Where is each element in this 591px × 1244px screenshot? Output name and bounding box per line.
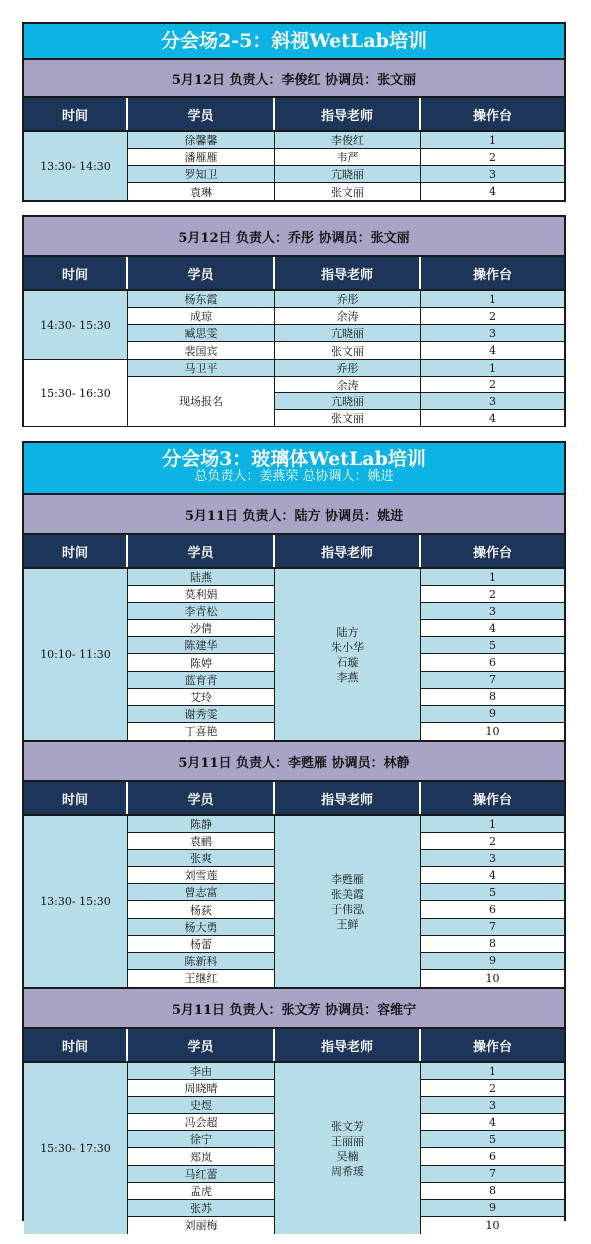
- station-cell: 8: [421, 936, 564, 953]
- table-header: [24, 782, 564, 816]
- station-cell: 4: [421, 620, 564, 637]
- table-body: [24, 569, 564, 742]
- student-cell: 丁喜艳: [128, 723, 274, 740]
- student-cell: 罗知卫: [128, 166, 274, 183]
- student-cell: 李由: [128, 1063, 274, 1080]
- station-cell: 4: [421, 342, 564, 359]
- student-cell: 郑岚: [128, 1148, 274, 1165]
- header-time: 时间: [24, 535, 128, 567]
- student-column: [128, 569, 275, 740]
- station-cell: 10: [421, 723, 564, 740]
- teacher-name: 吴楠: [336, 1149, 359, 1163]
- header-time: 时间: [24, 257, 128, 289]
- student-cell: 杨荻: [128, 901, 274, 918]
- teacher-cell-merged: [275, 816, 421, 987]
- walk-in-registration-cell: 现场报名: [128, 377, 274, 426]
- header-student: 学员: [128, 98, 275, 130]
- station-cell: 3: [421, 850, 564, 867]
- block-info: 5月11日 负责人：李甦雁 协调员：林静: [24, 742, 564, 782]
- teacher-name: 于伟泓: [331, 902, 364, 916]
- teacher-cell-merged: [275, 569, 421, 740]
- student-cell: 刘雪莲: [128, 867, 274, 884]
- station-cell: 10: [421, 970, 564, 987]
- station-cell: 8: [421, 1183, 564, 1200]
- station-cell: 4: [421, 410, 564, 426]
- station-cell: 7: [421, 919, 564, 936]
- table-header: [24, 535, 564, 569]
- section-title: [24, 24, 564, 60]
- station-cell: 6: [421, 1148, 564, 1165]
- header-teacher: 指导老师: [275, 98, 421, 130]
- time-cell: 13:30- 14:30: [24, 132, 128, 200]
- student-cell: 陈新科: [128, 953, 274, 970]
- student-cell: 孟虎: [128, 1183, 274, 1200]
- student-cell: 潘雁雁: [128, 149, 274, 166]
- teacher-cell: 张文丽: [275, 183, 420, 200]
- teacher-name: 李甦雁: [331, 872, 364, 886]
- section-title-text: 分会场3：玻璃体WetLab培训: [162, 448, 426, 470]
- station-column: [421, 569, 564, 740]
- header-student: 学员: [128, 782, 275, 814]
- station-cell: 1: [421, 1063, 564, 1080]
- student-cell: 陈静: [128, 816, 274, 833]
- header-student: 学员: [128, 535, 275, 567]
- block-info: 5月12日 负责人：李俊红 协调员：张文丽: [24, 60, 564, 98]
- teacher-cell: 李俊红: [275, 132, 420, 149]
- student-column: [128, 360, 275, 426]
- table-body: [24, 816, 564, 989]
- student-cell: 蓝育青: [128, 672, 274, 689]
- teacher-cell: 张文丽: [275, 342, 420, 359]
- station-cell: 1: [421, 132, 564, 149]
- table-body-group-1: [24, 291, 564, 360]
- student-cell: 臧思雯: [128, 325, 274, 342]
- student-cell: 陈婷: [128, 654, 274, 671]
- teacher-cell: 余涛: [275, 377, 420, 393]
- block-info: 5月12日 负责人：乔彤 协调员：张文丽: [24, 217, 564, 257]
- station-cell: 5: [421, 637, 564, 654]
- teacher-name: 王鲜: [336, 917, 359, 931]
- block-info: 5月11日 负责人：陆方 协调员：姚进: [24, 495, 564, 535]
- station-cell: 9: [421, 706, 564, 723]
- student-cell: 陈建华: [128, 637, 274, 654]
- station-cell: 2: [421, 1080, 564, 1097]
- student-cell: 裴国宾: [128, 342, 274, 359]
- time-cell: 15:30- 17:30: [24, 1063, 128, 1234]
- schedule-block: [24, 989, 564, 1234]
- session-2-5-table: [22, 22, 566, 202]
- table-header: [24, 257, 564, 291]
- student-cell: 袁琳: [128, 183, 274, 200]
- time-cell: 10:10- 11:30: [24, 569, 128, 740]
- station-cell: 10: [421, 1217, 564, 1234]
- student-column: [128, 816, 275, 987]
- station-cell: 6: [421, 901, 564, 918]
- header-student: 学员: [128, 1029, 275, 1061]
- section-title-text: 分会场2-5：斜视WetLab培训: [161, 30, 427, 52]
- table-body: [24, 1063, 564, 1234]
- student-cell: 史煜: [128, 1097, 274, 1114]
- student-cell: 沙倩: [128, 620, 274, 637]
- header-station: 操作台: [472, 108, 512, 124]
- student-cell: 王继红: [128, 970, 274, 987]
- session-3-table: [22, 441, 566, 1233]
- teacher-name: 王丽丽: [331, 1134, 364, 1148]
- station-cell: 5: [421, 884, 564, 901]
- teacher-cell: 张文丽: [275, 410, 420, 426]
- station-cell: 1: [421, 569, 564, 586]
- header-time: 时间: [24, 98, 128, 130]
- header-station: 操作台: [472, 1039, 512, 1055]
- station-column: [421, 360, 564, 426]
- student-cell: 冯会超: [128, 1114, 274, 1131]
- student-cell: 徐宁: [128, 1131, 274, 1148]
- station-cell: 3: [421, 1097, 564, 1114]
- student-cell: 张苏: [128, 1200, 274, 1217]
- station-cell: 2: [421, 833, 564, 850]
- header-station: 操作台: [472, 545, 512, 561]
- station-cell: 3: [421, 325, 564, 342]
- student-column: [128, 291, 275, 359]
- student-cell: 杨大勇: [128, 919, 274, 936]
- station-cell: 6: [421, 654, 564, 671]
- header-time: 时间: [24, 782, 128, 814]
- student-cell: 周晓晴: [128, 1080, 274, 1097]
- teacher-column: [275, 360, 421, 426]
- student-cell: 杨蕾: [128, 936, 274, 953]
- header-time: 时间: [24, 1029, 128, 1061]
- station-cell: 8: [421, 689, 564, 706]
- teacher-column: [275, 132, 421, 200]
- station-cell: 3: [421, 603, 564, 620]
- header-teacher: 指导老师: [275, 1029, 421, 1061]
- teacher-column: [275, 291, 421, 359]
- time-cell: 14:30- 15:30: [24, 291, 128, 359]
- teacher-name: 张美霞: [331, 887, 364, 901]
- student-cell: 艾玲: [128, 689, 274, 706]
- teacher-cell: 韦严: [275, 149, 420, 166]
- station-cell: 4: [421, 183, 564, 200]
- station-cell: 3: [421, 166, 564, 183]
- station-cell: 9: [421, 953, 564, 970]
- schedule-block: [24, 495, 564, 742]
- time-cell: 15:30- 16:30: [24, 360, 128, 426]
- header-station: 操作台: [472, 792, 512, 808]
- station-cell: 5: [421, 1131, 564, 1148]
- station-column: [421, 291, 564, 359]
- student-cell: 曾志富: [128, 884, 274, 901]
- teacher-name: 陆方: [336, 625, 359, 639]
- section-subtitle: 总负责人：姜燕荣 总协调人：姚进: [194, 469, 394, 484]
- header-teacher: 指导老师: [275, 257, 421, 289]
- station-cell: 1: [421, 360, 564, 377]
- station-cell: 2: [421, 377, 564, 393]
- teacher-cell: 乔彤: [275, 291, 420, 308]
- station-cell: 2: [421, 149, 564, 166]
- table-header: [24, 1029, 564, 1063]
- schedule-block: [24, 742, 564, 989]
- time-cell: 13:30- 15:30: [24, 816, 128, 987]
- station-column: [421, 1063, 564, 1234]
- student-cell: 刘丽梅: [128, 1217, 274, 1234]
- student-cell: 谢秀雯: [128, 706, 274, 723]
- student-cell: 徐馨馨: [128, 132, 274, 149]
- station-column: [421, 132, 564, 200]
- teacher-cell: 亢晓丽: [275, 393, 420, 410]
- station-cell: 4: [421, 1114, 564, 1131]
- station-cell: 9: [421, 1200, 564, 1217]
- student-cell: 李青松: [128, 603, 274, 620]
- station-cell: 7: [421, 1166, 564, 1183]
- table-body-group-2: [24, 360, 564, 426]
- teacher-cell: 亢晓丽: [275, 166, 420, 183]
- station-column: [421, 816, 564, 987]
- student-cell: 莫利娟: [128, 586, 274, 603]
- teacher-name: 朱小华: [331, 640, 364, 654]
- student-cell: 马红蕾: [128, 1166, 274, 1183]
- section-title: [24, 443, 564, 495]
- student-column: [128, 132, 275, 200]
- student-cell: 杨东霞: [128, 291, 274, 308]
- student-column: [128, 1063, 275, 1234]
- table-body: [24, 132, 564, 200]
- teacher-name: 张文芳: [331, 1119, 364, 1133]
- station-cell: 1: [421, 816, 564, 833]
- station-cell: 2: [421, 308, 564, 325]
- table-header: [24, 98, 564, 132]
- header-student: 学员: [128, 257, 275, 289]
- header-station: 操作台: [472, 267, 512, 283]
- session-2-5-table-2: [22, 215, 566, 427]
- header-teacher: 指导老师: [275, 535, 421, 567]
- teacher-cell: 余涛: [275, 308, 420, 325]
- teacher-cell: 乔彤: [275, 360, 420, 377]
- station-cell: 2: [421, 586, 564, 603]
- teacher-name: 周希瑗: [331, 1164, 364, 1178]
- student-cell: 陆燕: [128, 569, 274, 586]
- teacher-cell: 亢晓丽: [275, 325, 420, 342]
- station-cell: 4: [421, 867, 564, 884]
- station-cell: 1: [421, 291, 564, 308]
- teacher-name: 石璇: [336, 655, 359, 669]
- student-cell: 成琼: [128, 308, 274, 325]
- station-cell: 3: [421, 393, 564, 410]
- student-cell: 袁鹂: [128, 833, 274, 850]
- station-cell: 7: [421, 672, 564, 689]
- header-teacher: 指导老师: [275, 782, 421, 814]
- teacher-cell-merged: [275, 1063, 421, 1234]
- student-cell: 马卫平: [128, 360, 274, 377]
- teacher-name: 李燕: [336, 670, 359, 684]
- student-cell: 张爽: [128, 850, 274, 867]
- block-info: 5月11日 负责人：张文芳 协调员：容维宁: [24, 989, 564, 1029]
